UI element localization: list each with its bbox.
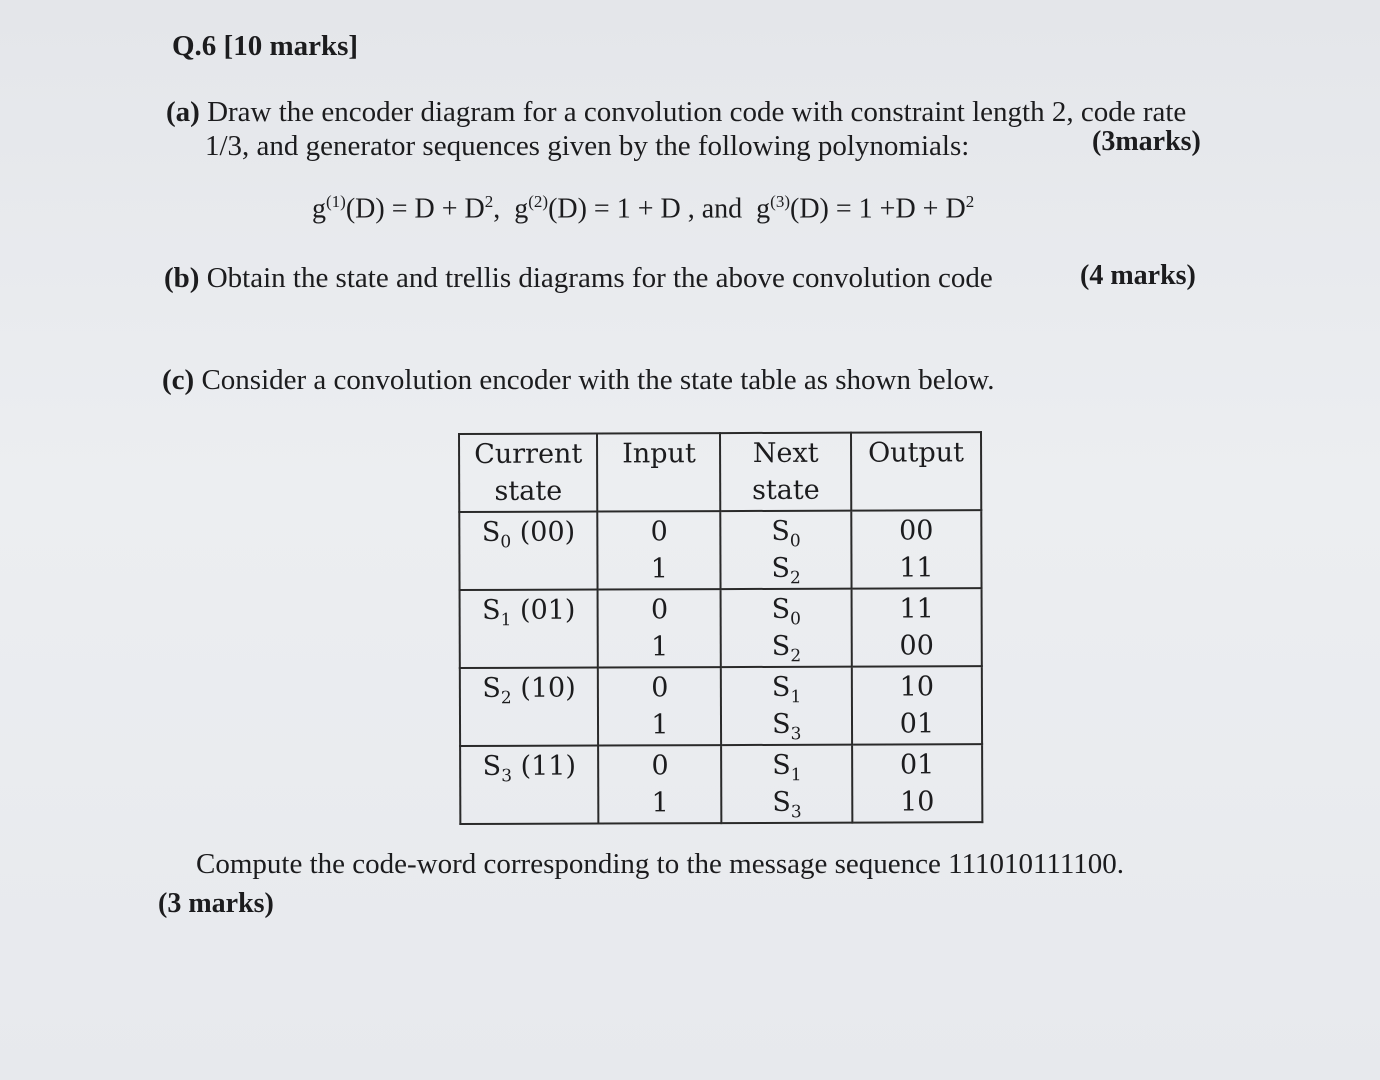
header-output: Output xyxy=(851,432,981,510)
input-cell: 0 1 xyxy=(598,667,721,745)
output-cell: 01 10 xyxy=(852,744,982,822)
header-next-state: Next state xyxy=(720,433,851,511)
header-current-state: Current state xyxy=(459,434,598,512)
part-c-label: (c) xyxy=(162,364,195,396)
part-a-text-line1: Draw the encoder diagram for a convolution code with constraint length 2, code rate xyxy=(199,96,1187,128)
part-c-compute-text: Compute the code-word corresponding to the message sequence 111010111100. xyxy=(196,848,1125,880)
g1-exponent: 2 xyxy=(484,192,494,211)
table-row xyxy=(459,510,981,590)
g3-exponent: 2 xyxy=(965,192,975,211)
question-title: Q.6 [10 marks] xyxy=(172,30,359,62)
current-state-cell: $S_2$ (10) xyxy=(460,668,599,746)
next-state-cell: $S_1$ $S_3$ xyxy=(722,745,853,823)
output-cell: 00 11 xyxy=(851,510,981,588)
state-table-header xyxy=(459,432,981,512)
g2-expression: (D) = 1 + D , and xyxy=(548,193,757,225)
g2-superscript: (2) xyxy=(528,192,549,211)
g3-expression: (D) = 1 +D + D xyxy=(790,193,966,225)
table-row xyxy=(460,588,982,668)
part-a-label: (a) xyxy=(166,96,200,128)
g1-expression: (D) = D + D xyxy=(345,193,485,225)
next-state-cell: $S_0$ $S_2$ xyxy=(721,511,852,589)
header-input: Input xyxy=(597,433,720,511)
input-cell: 0 1 xyxy=(598,589,721,667)
g3-superscript: (3) xyxy=(770,192,790,211)
state-table xyxy=(458,431,983,825)
part-a-line1 xyxy=(166,96,1186,129)
g1-superscript: (1) xyxy=(326,192,346,211)
g1-symbol: g xyxy=(312,193,326,225)
output-cell: 10 01 xyxy=(852,666,982,744)
next-state-cell: $S_1$ $S_3$ xyxy=(721,667,852,745)
eq-separator: , xyxy=(493,193,515,225)
table-row xyxy=(460,666,982,746)
input-cell: 0 1 xyxy=(598,511,721,589)
input-cell: 0 1 xyxy=(598,745,721,823)
generator-polynomials xyxy=(312,192,974,225)
part-c xyxy=(162,364,994,397)
table-row xyxy=(460,744,982,824)
part-b xyxy=(164,262,993,295)
g2-symbol: g xyxy=(514,193,529,225)
part-a-text-line2: 1/3, and generator sequences given by the following polynomials: xyxy=(205,130,970,162)
output-cell: 11 00 xyxy=(851,588,981,666)
current-state-cell: $S_0$ (00) xyxy=(459,512,598,590)
part-a-marks: (3marks) xyxy=(1092,126,1201,157)
part-b-text: Obtain the state and trellis diagrams for the above convolution code xyxy=(199,262,993,294)
part-b-marks: (4 marks) xyxy=(1080,260,1196,291)
part-c-text: Consider a convolution encoder with the state table as shown below. xyxy=(194,364,995,396)
current-state-cell: $S_3$ (11) xyxy=(460,746,599,824)
next-state-cell: $S_0$ $S_2$ xyxy=(721,589,852,667)
part-c-marks: (3 marks) xyxy=(158,888,274,919)
part-b-label: (b) xyxy=(164,262,200,294)
current-state-cell: $S_1$ (01) xyxy=(460,590,599,668)
g3-symbol: g xyxy=(756,193,771,225)
